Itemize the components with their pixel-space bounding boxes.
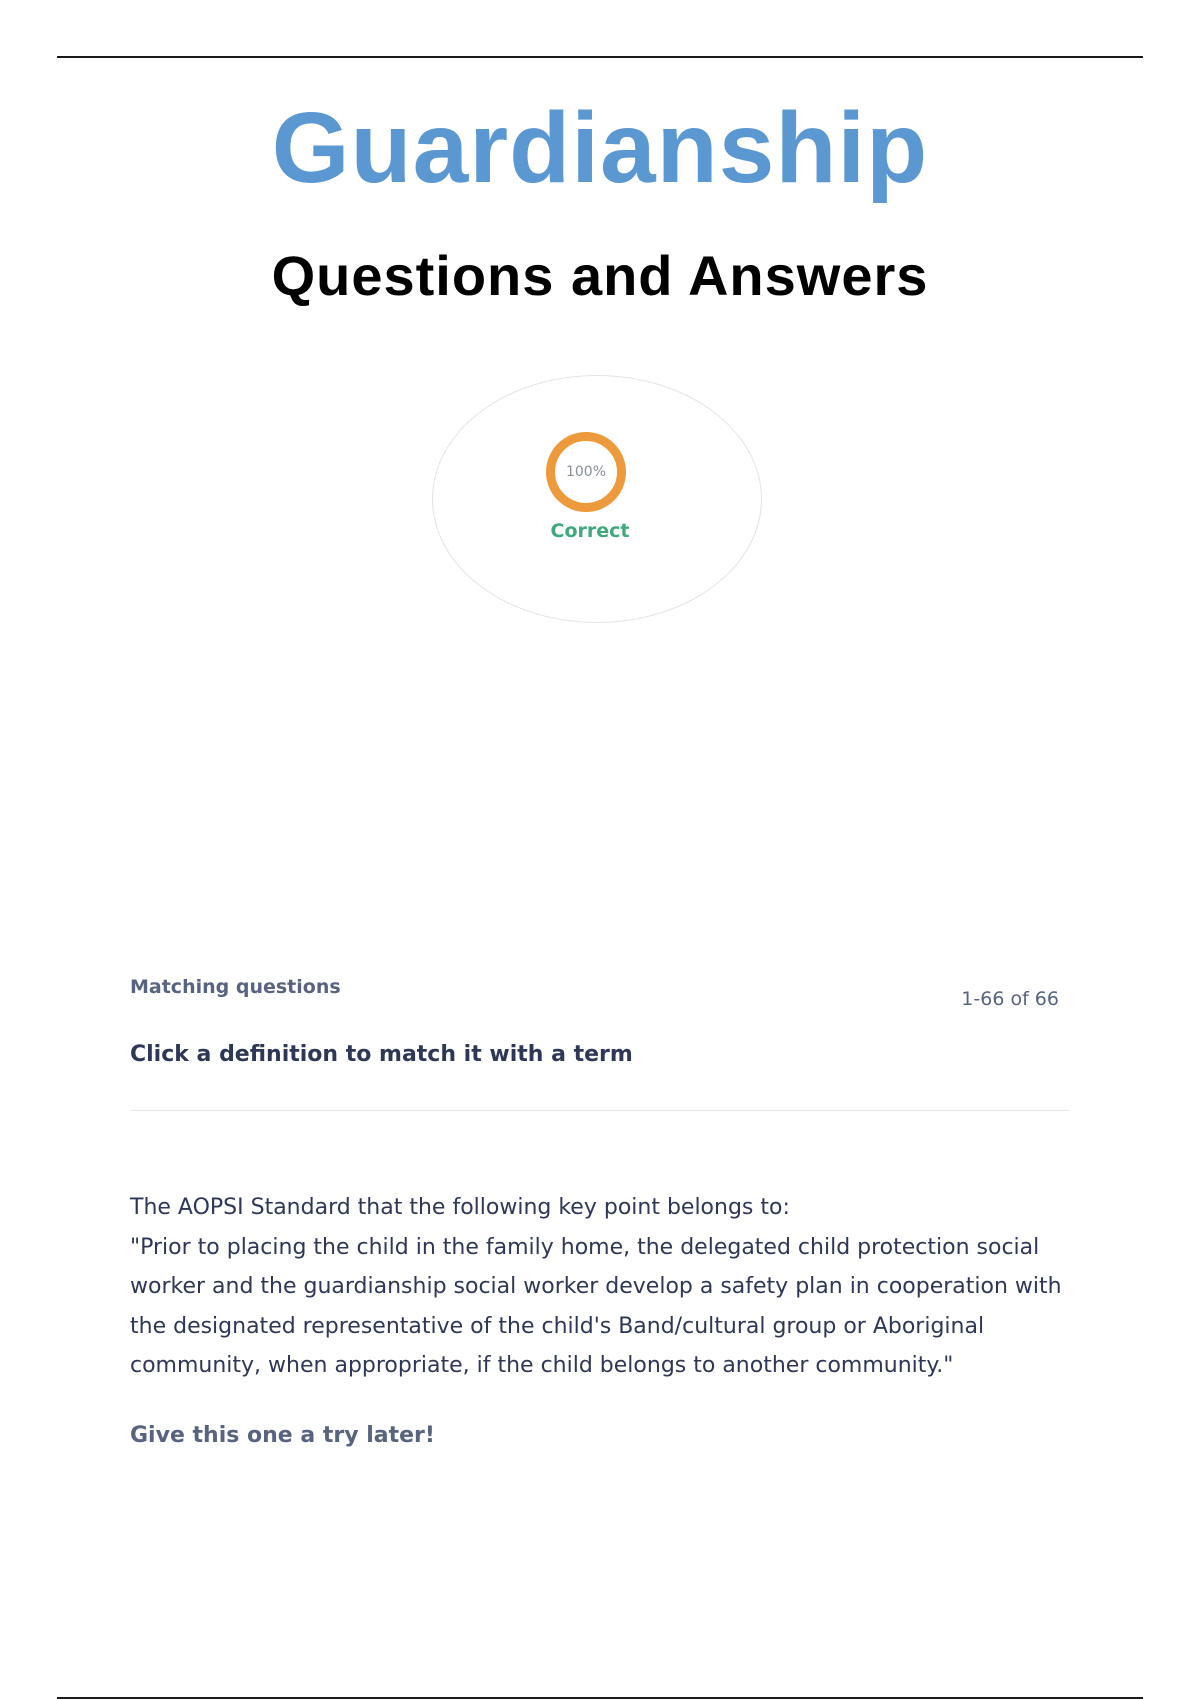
question-line: the designated representative of the child's Band/cultural group or Aboriginal [130,1313,985,1339]
try-later-link[interactable]: Give this one a try later! [130,1423,435,1448]
question-line: community, when appropriate, if the child belongs to another community." [130,1353,954,1378]
instruction-text: Click a definition to match it with a term [130,1042,633,1067]
document-title: Guardianship [271,92,929,204]
question-count: 1-66 of 66 [961,988,1059,1010]
question-line: The AOPSI Standard that the following key point belongs to: [130,1195,790,1220]
document-subtitle: Questions and Answers [271,244,929,307]
top-rule [57,56,1143,58]
question-line: "Prior to placing the child in the family home, the delegated child protection social [130,1234,1040,1260]
score-ring [546,432,626,512]
score-percent: 100% [565,464,607,480]
bottom-rule [57,1697,1143,1699]
score-label: Correct [550,520,630,542]
section-label: Matching questions [130,976,341,998]
question-text [130,1188,1080,1386]
divider [130,1110,1070,1111]
question-line: worker and the guardianship social worker develop a safety plan in cooperation with [130,1274,1062,1299]
